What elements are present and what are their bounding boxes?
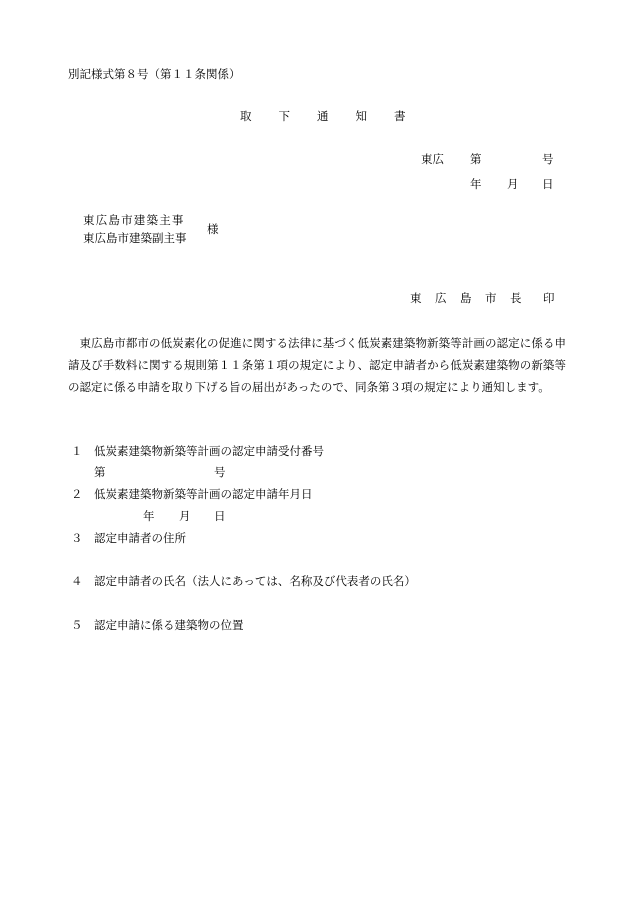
honorific: 様	[207, 222, 219, 236]
item-3-number: ３	[71, 531, 83, 545]
item-2-text: 低炭素建築物新築等計画の認定申請年月日	[94, 487, 313, 501]
item-1-go: 号	[214, 465, 226, 479]
item-4-number: ４	[71, 574, 83, 588]
seal-mark: 印	[543, 291, 555, 305]
item-5-text: 認定申請に係る建築物の位置	[94, 618, 244, 632]
date-year: 年	[470, 177, 482, 191]
item-2-number: ２	[71, 487, 83, 501]
item-3-text: 認定申請者の住所	[94, 531, 186, 545]
recipient-deputy-building-official: 東広島市建築副主事	[83, 231, 187, 245]
recipient-building-official: 東広島市建築主事	[83, 213, 185, 227]
item-1-dai: 第	[94, 465, 106, 479]
item-2-year: 年	[143, 509, 155, 523]
date-month: 月	[507, 177, 519, 191]
reference-prefix: 東広	[421, 152, 444, 166]
form-label: 別記様式第８号（第１１条関係）	[68, 67, 241, 81]
sender-mayor: 東広島市長	[410, 291, 535, 305]
reference-go: 号	[542, 152, 554, 166]
item-2-month: 月	[179, 509, 191, 523]
item-2-day: 日	[214, 509, 226, 523]
item-1-text: 低炭素建築物新築等計画の認定申請受付番号	[94, 444, 324, 458]
reference-dai: 第	[470, 152, 482, 166]
body-paragraph: 東広島市都市の低炭素化の促進に関する法律に基づく低炭素建築物新築等計画の認定に係る申請及び手数料に関する規則第１１条第１項の規定により、認定申請者から低炭素建築物の新築等の認定に係る申請を取り下げる旨の届出があったので、同条第３項の規定により通知します。	[68, 336, 566, 394]
document-title: 取下通知書	[240, 109, 433, 123]
item-1-number: １	[71, 444, 83, 458]
item-5-number: ５	[71, 618, 83, 632]
item-4-text: 認定申請者の氏名（法人にあっては、名称及び代表者の氏名）	[94, 574, 416, 588]
date-day: 日	[542, 177, 554, 191]
